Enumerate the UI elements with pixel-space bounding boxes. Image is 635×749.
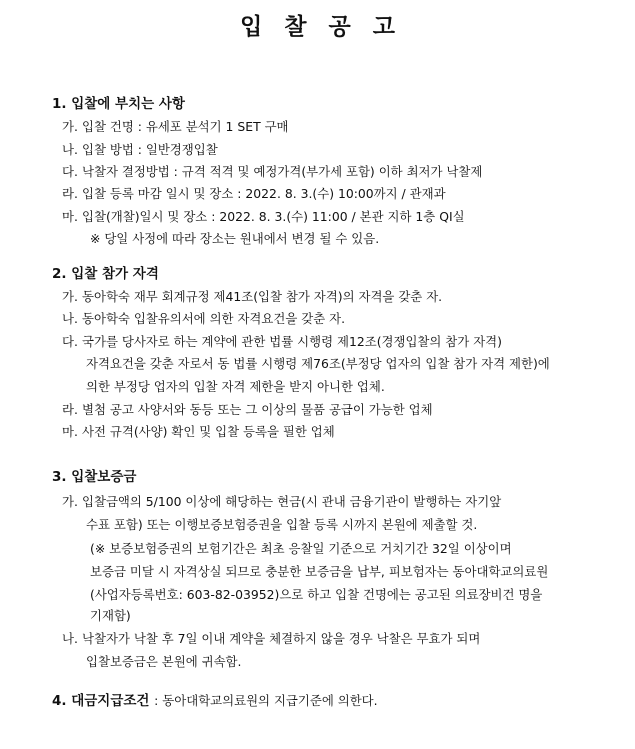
item-text: 입찰 등록 마감 일시 및 장소 : 2022. 8. 3.(수) 10:00까지 / 관재과 [82,186,446,201]
item-label: 가. [62,119,78,134]
item-label: 가. [62,494,78,509]
item-text: 낙찰자 결정방법 : 규격 적격 및 예정가격(부가세 포함) 이하 최저가 낙찰제 [82,164,483,179]
section4-heading: 4. 대금지급조건 [52,693,150,709]
section3-note-line: (사업자등록번호: 603-82-03952)으로 하고 입찰 건명에는 공고된 의료장비건 명을 [90,587,543,602]
item-label: 라. [62,402,78,417]
section1-item [62,117,289,135]
section2-item-continuation: 자격요건을 갖춘 자로서 동 법률 시행령 제76조(부정당 업자의 입찰 참가 자격 제한)에 [86,356,550,371]
section2-item-continuation: 의한 부정당 업자의 입찰 자격 제한을 받지 아니한 업체. [86,379,385,394]
section1-item [62,184,446,202]
title-char: 고 [372,14,395,40]
item-text: 입찰 건명 : 유세포 분석기 1 SET 구매 [82,119,289,134]
section3-item-continuation: 입찰보증금은 본원에 귀속함. [86,654,242,669]
item-text: 동아학숙 입찰유의서에 의한 자격요건을 갖춘 자. [82,311,346,326]
item-label: 다. [62,334,78,349]
section1-item [62,207,465,225]
item-label: 나. [62,142,78,157]
item-text: 국가를 당사자로 하는 계약에 관한 법률 시행령 제12조(경쟁입찰의 참가 자격) [82,334,502,349]
item-text: 입찰 방법 : 일반경쟁입찰 [82,142,218,157]
section4-text: : 동아대학교의료원의 지급기준에 의한다. [154,693,378,708]
page-title [0,8,635,41]
section1-item [62,162,482,180]
item-text: 동아학숙 재무 회계규정 제41조(입찰 참가 자격)의 자격을 갖춘 자. [82,289,443,304]
section3-item [62,492,501,510]
section2-item [62,400,433,418]
item-text: 입찰(개찰)일시 및 장소 : 2022. 8. 3.(수) 11:00 / 본관 지하 1층 QI실 [82,209,465,224]
item-label: 다. [62,164,78,179]
item-label: 나. [62,311,78,326]
section3-note-line: (※ 보증보험증권의 보험기간은 최초 응찰일 기준으로 거치기간 32일 이상이며 [90,541,512,556]
title-char: 찰 [284,14,307,40]
item-text: 사전 규격(사양) 확인 및 입찰 등록을 필한 업체 [82,424,335,439]
section1-heading: 1. 입찰에 부치는 사항 [52,96,185,112]
section3-note-line: 보증금 미달 시 자격상실 되므로 충분한 보증금을 납부, 피보험자는 동아대학교의료원 [90,564,549,579]
section3-note-line: 기재함) [90,608,131,623]
item-text: 별첨 공고 사양서와 동등 또는 그 이상의 물품 공급이 가능한 업체 [82,402,433,417]
section4-line [52,689,378,709]
section2-item [62,332,502,350]
item-label: 라. [62,186,78,201]
item-label: 마. [62,209,78,224]
section2-item [62,287,442,305]
section3-heading: 3. 입찰보증금 [52,469,137,485]
item-text: 입찰금액의 5/100 이상에 해당하는 현금(시 관내 금융기관이 발행하는 자기앞 [82,494,502,509]
section2-item [62,309,345,327]
title-char: 입 [240,14,263,40]
item-text: 낙찰자가 낙찰 후 7일 이내 계약을 체결하지 않을 경우 낙찰은 무효가 되며 [82,631,481,646]
item-label: 가. [62,289,78,304]
title-char: 공 [328,14,351,40]
section1-note: ※ 당일 사정에 따라 장소는 원내에서 변경 될 수 있음. [90,231,380,246]
item-label: 나. [62,631,78,646]
section3-item-continuation: 수표 포함) 또는 이행보증보험증권을 입찰 등록 시까지 본원에 제출할 것. [86,517,478,532]
section3-item [62,629,480,647]
section2-item [62,422,335,440]
item-label: 마. [62,424,78,439]
section2-heading: 2. 입찰 참가 자격 [52,266,159,282]
section1-item [62,140,218,158]
